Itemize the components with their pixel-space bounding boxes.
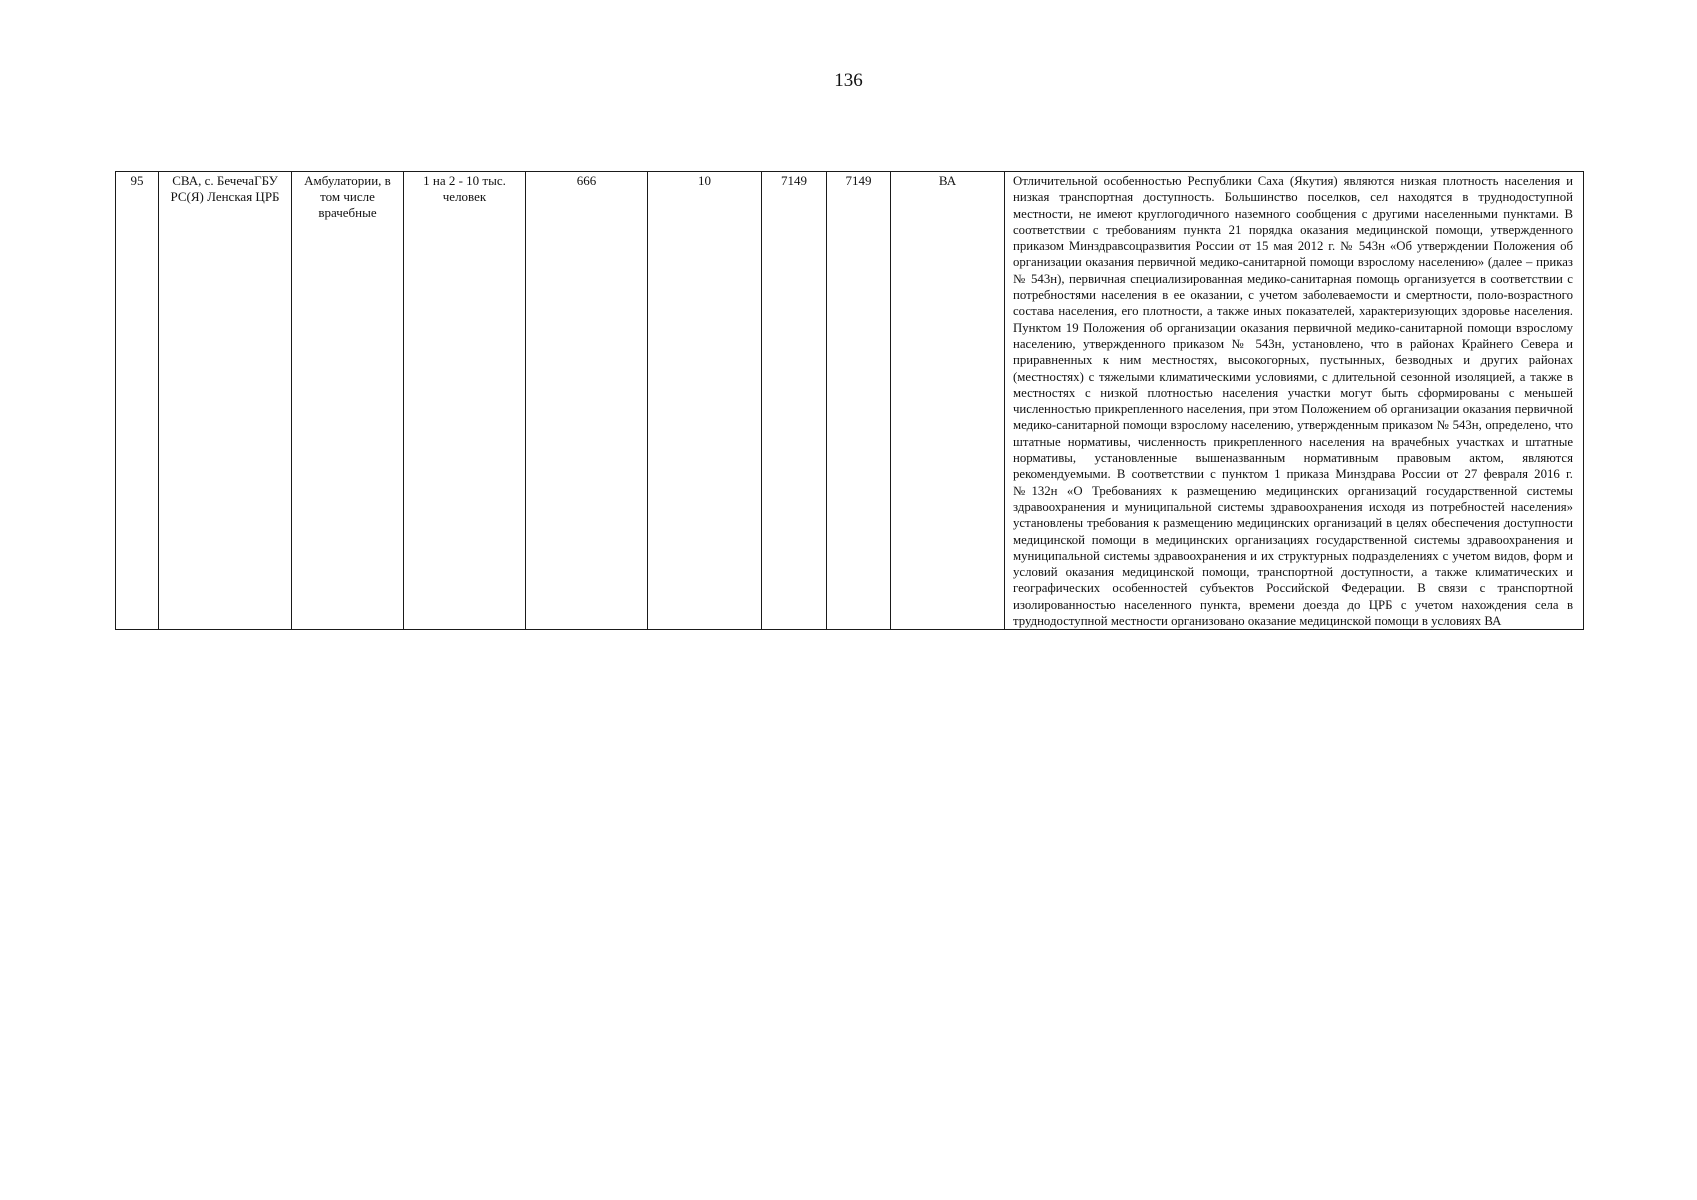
data-table xyxy=(115,171,1584,630)
distance-cell: 10 xyxy=(648,172,762,630)
form-cell: ВА xyxy=(891,172,1005,630)
settlement-cell: СВА, с. БечечаГБУ РС(Я) Ленская ЦРБ xyxy=(159,172,292,630)
page-number: 136 xyxy=(834,70,863,91)
population-cell: 666 xyxy=(526,172,648,630)
value1-cell: 7149 xyxy=(762,172,827,630)
table-row xyxy=(116,172,1584,630)
justification-cell: Отличительной особенностью Республики Саха (Якутия) являются низкая плотность населения и низкая транспортная доступность. Большинство поселков, сел находятся в труднодоступной местности, не имеют круглогодичного наземного сообщения с другими населенными пунктами. В соответствии с требованиям пункта 21 порядка оказания медицинской помощи, утвержденного приказом Минздравсоцразвития России от 15 мая 2012 г. № 543н «Об утверждении Положения об организации оказания первичной медико-санитарной помощи взрослому населению» (далее – приказ № 543н), первичная специализированная медико-санитарная помощь организуется в соответствии с потребностями населения в ее оказании, с учетом заболеваемости и смертности, поло-возрастного состава населения, его плотности, а также иных показателей, характеризующих здоровье населения. Пунктом 19 Положения об организации оказания первичной медико-санитарной помощи взрослому населению, утвержденного приказом № 543н, установлено, что в районах Крайнего Севера и приравненных к ним местностях, высокогорных, пустынных, безводных и других районах (местностях) с тяжелыми климатическими условиями, с длительной сезонной изоляцией, а также в местностях с низкой плотностью населения участки могут быть сформированы с меньшей численностью прикрепленного населения, при этом Положением об организации оказания первичной медико-санитарной помощи взрослому населению, утвержденным приказом № 543н, определено, что штатные нормативы, численность прикрепленного населения на врачебных участках и штатные нормативы, установленные вышеназванным нормативным правовым актом, являются рекомендуемыми. В соответствии с пунктом 1 приказа Минздрава России от 27 февраля 2016 г. №132н «О Требованиях к размещению медицинских организаций государственной системы здравоохранения и муниципальной системы здравоохранения исходя из потребностей населения» установлены требования к размещению медицинских организаций в целях обеспечения доступности медицинской помощи в медицинских организациях государственной системы здравоохранения и муниципальной системы здравоохранения и их структурных подразделениях с учетом видов, форм и условий оказания медицинской помощи, транспортной доступности, а также климатических и географических особенностей субъектов Российской Федерации. В связи с транспортной изолированностью населенного пункта, времени доезда до ЦРБ с учетом нахождения села в труднодоступной местности организовано оказание медицинской помощи в условиях ВА xyxy=(1005,172,1584,630)
facility-type-cell: Амбулатории, в том числе врачебные xyxy=(292,172,404,630)
value2-cell: 7149 xyxy=(827,172,891,630)
row-number-cell: 95 xyxy=(116,172,159,630)
norm-cell: 1 на 2 - 10 тыс. человек xyxy=(404,172,526,630)
